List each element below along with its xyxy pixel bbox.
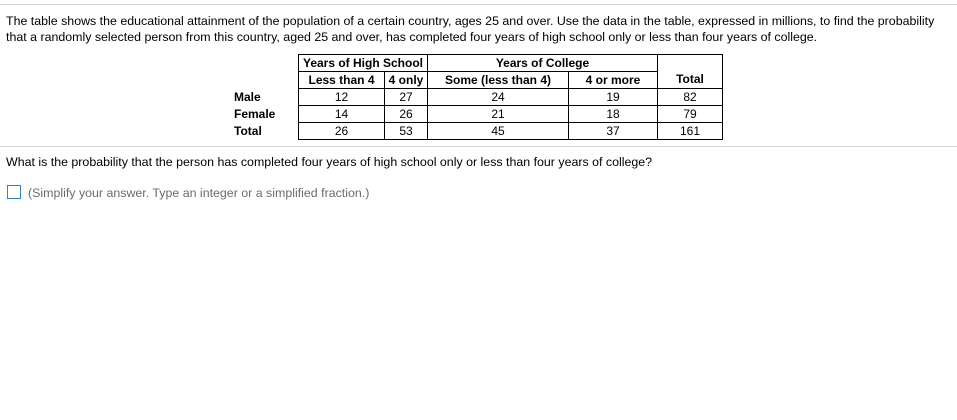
row-label-female: Female (234, 106, 276, 121)
section-divider (0, 146, 957, 147)
problem-statement: The table shows the educational attainment of the population of a certain country, ages 25 and over. Use the data in the table, expressed in millions, to find the probability that a randomly selected person from this country, aged 25 and over, has completed four years of high school only or less than four years of college. (6, 14, 935, 44)
question-text: What is the probability that the person has completed four years of high school only or less than four years of college? (6, 155, 653, 169)
col-header-less-than-4: Less than 4 (299, 72, 385, 89)
table-cell: 14 (299, 106, 385, 123)
table-row (228, 89, 723, 106)
column-header-row (228, 72, 723, 89)
table-cell: 18 (569, 106, 658, 123)
table-cell: 161 (658, 123, 723, 140)
group-header-row (228, 55, 723, 72)
table-cell: 26 (385, 106, 428, 123)
table-row (228, 106, 723, 123)
educational-attainment-table (228, 54, 723, 140)
table-cell: 19 (569, 89, 658, 106)
table-cell: 26 (299, 123, 385, 140)
answer-input-box[interactable] (7, 185, 21, 199)
col-header-some-college: Some (less than 4) (428, 72, 569, 89)
group-header-high-school: Years of High School (299, 55, 428, 72)
group-header-college: Years of College (428, 55, 658, 72)
col-header-total: Total (658, 72, 723, 89)
top-divider (0, 4, 957, 5)
table-cell: 53 (385, 123, 428, 140)
table-cell: 82 (658, 89, 723, 106)
answer-hint: (Simplify your answer. Type an integer or a simplified fraction.) (28, 186, 370, 200)
table-cell: 12 (299, 89, 385, 106)
table-row (228, 123, 723, 140)
row-label-total: Total (234, 123, 262, 138)
col-header-4-or-more: 4 or more (569, 72, 658, 89)
table-cell: 79 (658, 106, 723, 123)
table-cell: 21 (428, 106, 569, 123)
table-cell: 24 (428, 89, 569, 106)
table-cell: 45 (428, 123, 569, 140)
row-label-male: Male (234, 89, 261, 104)
table-cell: 27 (385, 89, 428, 106)
col-header-4-only: 4 only (385, 72, 428, 89)
table-cell: 37 (569, 123, 658, 140)
